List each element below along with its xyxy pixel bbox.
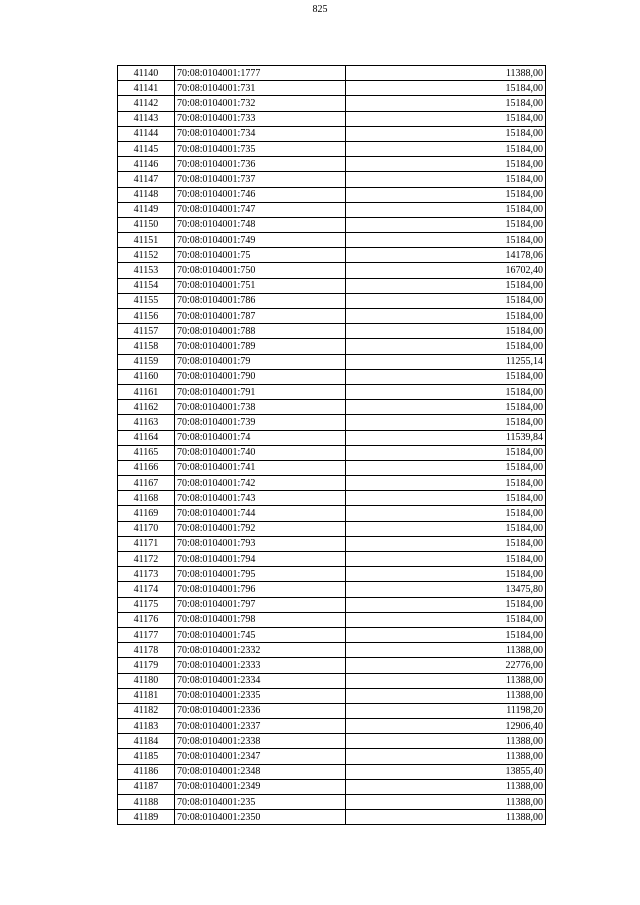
cadastral-number-cell: 70:08:0104001:786 (175, 293, 346, 308)
value-cell: 11388,00 (346, 643, 546, 658)
value-cell: 15184,00 (346, 567, 546, 582)
value-cell: 15184,00 (346, 521, 546, 536)
table-row (118, 506, 546, 521)
row-number-cell: 41144 (118, 126, 175, 141)
value-cell: 11388,00 (346, 66, 546, 81)
row-number-cell: 41180 (118, 673, 175, 688)
row-number-cell: 41183 (118, 719, 175, 734)
value-cell: 15184,00 (346, 400, 546, 415)
row-number-cell: 41177 (118, 627, 175, 642)
row-number-cell: 41162 (118, 400, 175, 415)
table-row (118, 627, 546, 642)
table-row (118, 536, 546, 551)
cadastral-number-cell: 70:08:0104001:741 (175, 460, 346, 475)
cadastral-number-cell: 70:08:0104001:2332 (175, 643, 346, 658)
row-number-cell: 41148 (118, 187, 175, 202)
cadastral-number-cell: 70:08:0104001:2333 (175, 658, 346, 673)
row-number-cell: 41152 (118, 248, 175, 263)
row-number-cell: 41140 (118, 66, 175, 81)
value-cell: 11388,00 (346, 810, 546, 825)
cadastral-number-cell: 70:08:0104001:745 (175, 627, 346, 642)
value-cell: 15184,00 (346, 536, 546, 551)
table-row (118, 369, 546, 384)
value-cell: 15184,00 (346, 339, 546, 354)
row-number-cell: 41176 (118, 612, 175, 627)
table-row (118, 187, 546, 202)
table-row (118, 111, 546, 126)
row-number-cell: 41182 (118, 703, 175, 718)
page-number: 825 (312, 4, 328, 15)
cadastral-number-cell: 70:08:0104001:2337 (175, 719, 346, 734)
value-cell: 16702,40 (346, 263, 546, 278)
cadastral-number-cell: 70:08:0104001:792 (175, 521, 346, 536)
table-row (118, 597, 546, 612)
table-row (118, 567, 546, 582)
row-number-cell: 41170 (118, 521, 175, 536)
row-number-cell: 41179 (118, 658, 175, 673)
cadastral-number-cell: 70:08:0104001:793 (175, 536, 346, 551)
value-cell: 12906,40 (346, 719, 546, 734)
value-cell: 15184,00 (346, 476, 546, 491)
row-number-cell: 41161 (118, 384, 175, 399)
cadastral-number-cell: 70:08:0104001:744 (175, 506, 346, 521)
cadastral-number-cell: 70:08:0104001:795 (175, 567, 346, 582)
table-row (118, 233, 546, 248)
row-number-cell: 41164 (118, 430, 175, 445)
table-row (118, 749, 546, 764)
row-number-cell: 41168 (118, 491, 175, 506)
table-row (118, 688, 546, 703)
value-cell: 11539,84 (346, 430, 546, 445)
cadastral-number-cell: 70:08:0104001:2334 (175, 673, 346, 688)
cadastral-number-cell: 70:08:0104001:2349 (175, 779, 346, 794)
value-cell: 11388,00 (346, 688, 546, 703)
value-cell: 15184,00 (346, 172, 546, 187)
cadastral-number-cell: 70:08:0104001:747 (175, 202, 346, 217)
cadastral-value-table (117, 65, 546, 825)
row-number-cell: 41146 (118, 157, 175, 172)
row-number-cell: 41166 (118, 460, 175, 475)
table-row (118, 658, 546, 673)
value-cell: 11388,00 (346, 779, 546, 794)
table-row (118, 582, 546, 597)
row-number-cell: 41165 (118, 445, 175, 460)
row-number-cell: 41141 (118, 81, 175, 96)
value-cell: 15184,00 (346, 597, 546, 612)
table-row (118, 703, 546, 718)
value-cell: 15184,00 (346, 278, 546, 293)
table-row (118, 734, 546, 749)
table-row (118, 278, 546, 293)
value-cell: 15184,00 (346, 324, 546, 339)
table-row (118, 293, 546, 308)
row-number-cell: 41147 (118, 172, 175, 187)
table-row (118, 430, 546, 445)
cadastral-number-cell: 70:08:0104001:732 (175, 96, 346, 111)
row-number-cell: 41175 (118, 597, 175, 612)
value-cell: 15184,00 (346, 506, 546, 521)
cadastral-number-cell: 70:08:0104001:738 (175, 400, 346, 415)
cadastral-number-cell: 70:08:0104001:74 (175, 430, 346, 445)
row-number-cell: 41155 (118, 293, 175, 308)
row-number-cell: 41189 (118, 810, 175, 825)
row-number-cell: 41158 (118, 339, 175, 354)
table-row (118, 460, 546, 475)
row-number-cell: 41186 (118, 764, 175, 779)
cadastral-number-cell: 70:08:0104001:739 (175, 415, 346, 430)
table-row (118, 141, 546, 156)
value-cell: 15184,00 (346, 445, 546, 460)
table-row (118, 521, 546, 536)
row-number-cell: 41142 (118, 96, 175, 111)
table-row (118, 172, 546, 187)
table-row (118, 415, 546, 430)
table-row (118, 764, 546, 779)
value-cell: 15184,00 (346, 293, 546, 308)
cadastral-number-cell: 70:08:0104001:789 (175, 339, 346, 354)
value-cell: 15184,00 (346, 233, 546, 248)
cadastral-number-cell: 70:08:0104001:735 (175, 141, 346, 156)
row-number-cell: 41184 (118, 734, 175, 749)
row-number-cell: 41185 (118, 749, 175, 764)
table-row (118, 810, 546, 825)
cadastral-number-cell: 70:08:0104001:736 (175, 157, 346, 172)
table-row (118, 217, 546, 232)
table-row (118, 202, 546, 217)
value-cell: 15184,00 (346, 612, 546, 627)
row-number-cell: 41173 (118, 567, 175, 582)
cadastral-number-cell: 70:08:0104001:751 (175, 278, 346, 293)
cadastral-number-cell: 70:08:0104001:742 (175, 476, 346, 491)
row-number-cell: 41163 (118, 415, 175, 430)
value-cell: 15184,00 (346, 202, 546, 217)
value-cell: 15184,00 (346, 126, 546, 141)
table-row (118, 248, 546, 263)
value-cell: 14178,06 (346, 248, 546, 263)
cadastral-number-cell: 70:08:0104001:750 (175, 263, 346, 278)
table-row (118, 339, 546, 354)
cadastral-number-cell: 70:08:0104001:743 (175, 491, 346, 506)
value-cell: 15184,00 (346, 217, 546, 232)
cadastral-number-cell: 70:08:0104001:2336 (175, 703, 346, 718)
cadastral-number-cell: 70:08:0104001:737 (175, 172, 346, 187)
row-number-cell: 41151 (118, 233, 175, 248)
cadastral-number-cell: 70:08:0104001:2350 (175, 810, 346, 825)
table-row (118, 643, 546, 658)
value-cell: 15184,00 (346, 627, 546, 642)
value-cell: 15184,00 (346, 491, 546, 506)
table-row (118, 779, 546, 794)
cadastral-number-cell: 70:08:0104001:79 (175, 354, 346, 369)
table-row (118, 384, 546, 399)
cadastral-number-cell: 70:08:0104001:740 (175, 445, 346, 460)
row-number-cell: 41145 (118, 141, 175, 156)
value-cell: 15184,00 (346, 384, 546, 399)
table-row (118, 354, 546, 369)
cadastral-number-cell: 70:08:0104001:794 (175, 552, 346, 567)
table-row (118, 96, 546, 111)
row-number-cell: 41160 (118, 369, 175, 384)
value-cell: 13855,40 (346, 764, 546, 779)
row-number-cell: 41150 (118, 217, 175, 232)
value-cell: 15184,00 (346, 460, 546, 475)
value-cell: 15184,00 (346, 96, 546, 111)
table-row (118, 673, 546, 688)
table-row (118, 324, 546, 339)
table-row (118, 400, 546, 415)
value-cell: 15184,00 (346, 415, 546, 430)
value-cell: 15184,00 (346, 309, 546, 324)
value-cell: 15184,00 (346, 369, 546, 384)
row-number-cell: 41171 (118, 536, 175, 551)
cadastral-number-cell: 70:08:0104001:797 (175, 597, 346, 612)
cadastral-number-cell: 70:08:0104001:749 (175, 233, 346, 248)
cadastral-number-cell: 70:08:0104001:734 (175, 126, 346, 141)
value-cell: 15184,00 (346, 157, 546, 172)
row-number-cell: 41156 (118, 309, 175, 324)
row-number-cell: 41143 (118, 111, 175, 126)
row-number-cell: 41187 (118, 779, 175, 794)
cadastral-number-cell: 70:08:0104001:2338 (175, 734, 346, 749)
cadastral-number-cell: 70:08:0104001:788 (175, 324, 346, 339)
cadastral-number-cell: 70:08:0104001:2348 (175, 764, 346, 779)
table-row (118, 612, 546, 627)
row-number-cell: 41188 (118, 795, 175, 810)
value-cell: 11388,00 (346, 734, 546, 749)
cadastral-number-cell: 70:08:0104001:2335 (175, 688, 346, 703)
row-number-cell: 41172 (118, 552, 175, 567)
table-row (118, 309, 546, 324)
table-row (118, 66, 546, 81)
value-cell: 15184,00 (346, 187, 546, 202)
row-number-cell: 41154 (118, 278, 175, 293)
row-number-cell: 41159 (118, 354, 175, 369)
value-cell: 15184,00 (346, 552, 546, 567)
cadastral-number-cell: 70:08:0104001:733 (175, 111, 346, 126)
table-row (118, 263, 546, 278)
cadastral-number-cell: 70:08:0104001:791 (175, 384, 346, 399)
table-row (118, 445, 546, 460)
table-row (118, 157, 546, 172)
value-cell: 22776,00 (346, 658, 546, 673)
value-cell: 11198,20 (346, 703, 546, 718)
cadastral-number-cell: 70:08:0104001:798 (175, 612, 346, 627)
cadastral-number-cell: 70:08:0104001:746 (175, 187, 346, 202)
value-cell: 11255,14 (346, 354, 546, 369)
row-number-cell: 41174 (118, 582, 175, 597)
cadastral-number-cell: 70:08:0104001:75 (175, 248, 346, 263)
table-row (118, 81, 546, 96)
cadastral-number-cell: 70:08:0104001:235 (175, 795, 346, 810)
table-row (118, 476, 546, 491)
row-number-cell: 41181 (118, 688, 175, 703)
value-cell: 13475,80 (346, 582, 546, 597)
cadastral-number-cell: 70:08:0104001:2347 (175, 749, 346, 764)
value-cell: 11388,00 (346, 749, 546, 764)
row-number-cell: 41157 (118, 324, 175, 339)
row-number-cell: 41167 (118, 476, 175, 491)
row-number-cell: 41153 (118, 263, 175, 278)
row-number-cell: 41149 (118, 202, 175, 217)
value-cell: 11388,00 (346, 673, 546, 688)
value-cell: 11388,00 (346, 795, 546, 810)
row-number-cell: 41178 (118, 643, 175, 658)
cadastral-number-cell: 70:08:0104001:787 (175, 309, 346, 324)
value-cell: 15184,00 (346, 81, 546, 96)
table-row (118, 719, 546, 734)
table-row (118, 795, 546, 810)
value-cell: 15184,00 (346, 111, 546, 126)
row-number-cell: 41169 (118, 506, 175, 521)
table-row (118, 491, 546, 506)
cadastral-number-cell: 70:08:0104001:790 (175, 369, 346, 384)
value-cell: 15184,00 (346, 141, 546, 156)
cadastral-number-cell: 70:08:0104001:731 (175, 81, 346, 96)
cadastral-number-cell: 70:08:0104001:1777 (175, 66, 346, 81)
table-body (118, 66, 546, 825)
table-row (118, 552, 546, 567)
cadastral-number-cell: 70:08:0104001:748 (175, 217, 346, 232)
cadastral-number-cell: 70:08:0104001:796 (175, 582, 346, 597)
table-row (118, 126, 546, 141)
